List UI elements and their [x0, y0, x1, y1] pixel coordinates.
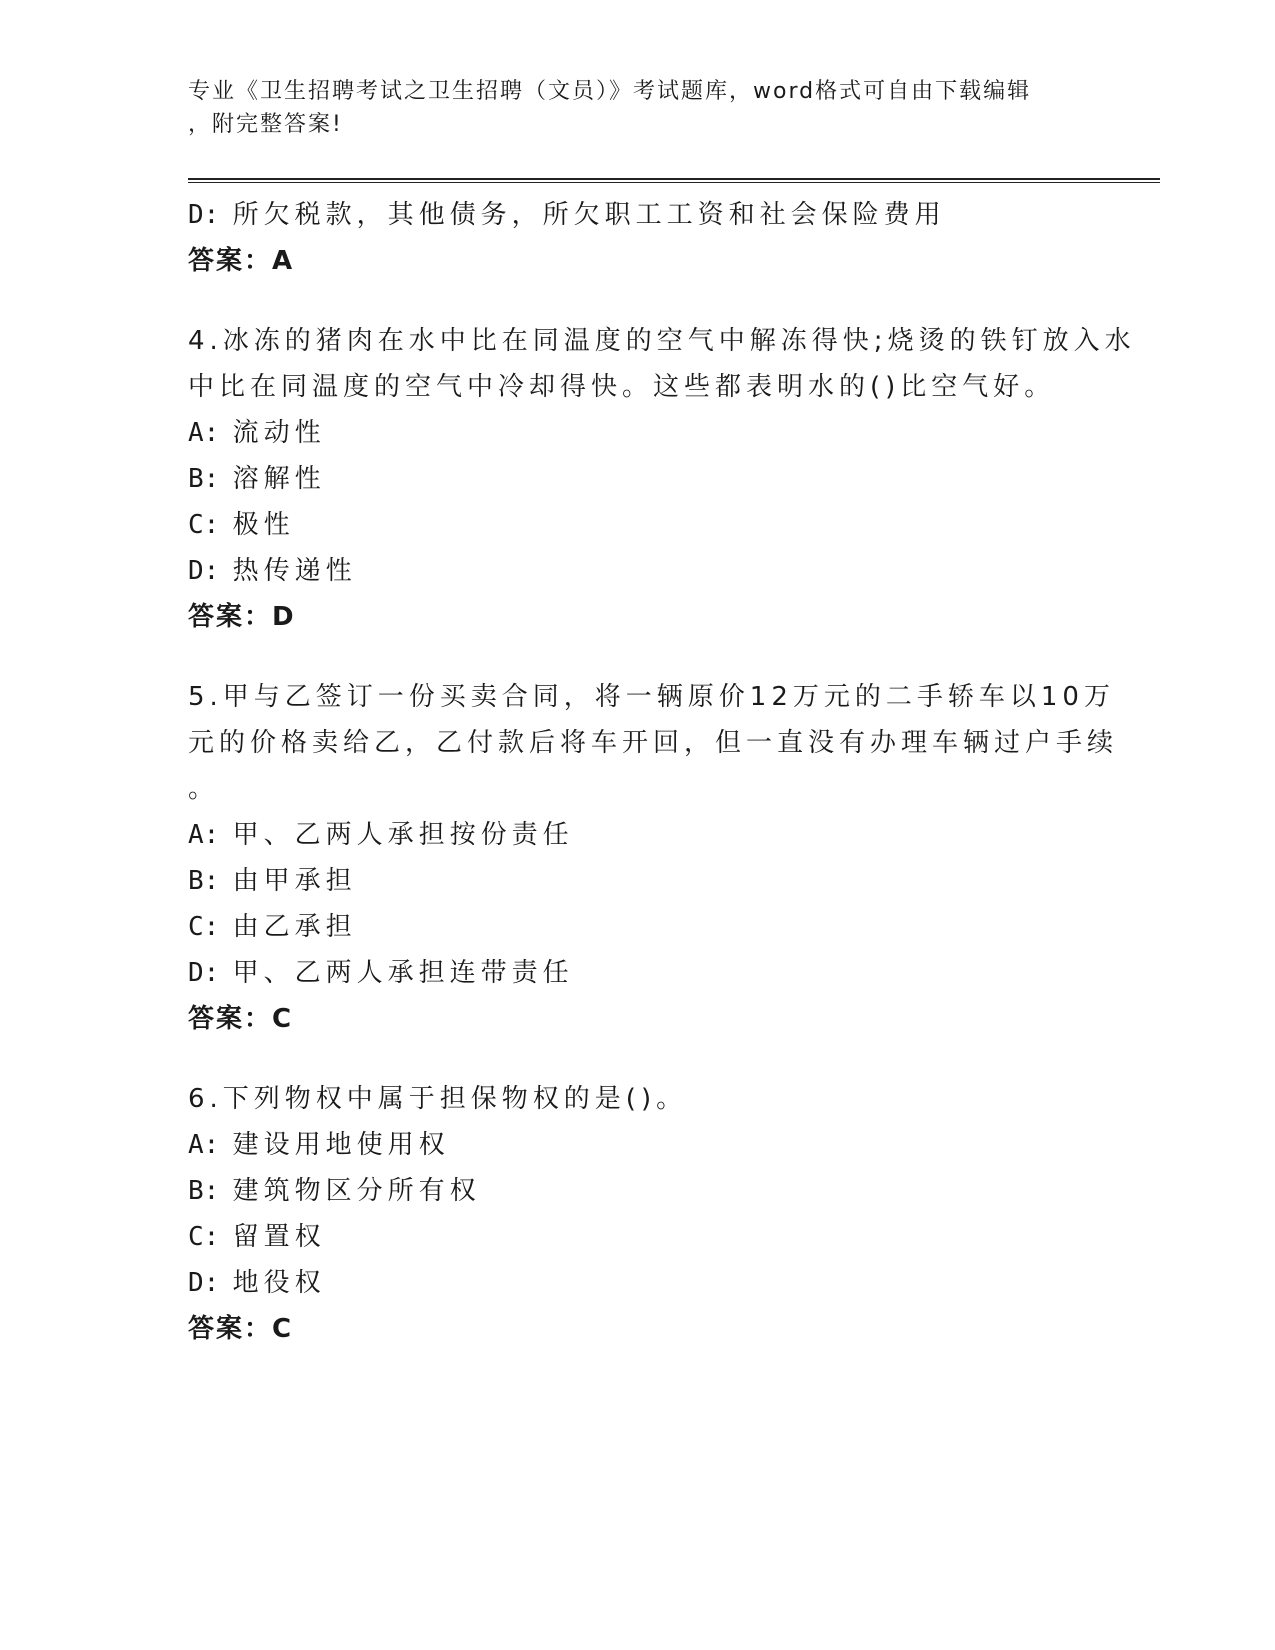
option-letter: D:	[188, 556, 220, 586]
option-letter: B:	[188, 1176, 220, 1206]
answer-line: 答案：D	[188, 602, 296, 632]
option-text: 极性	[232, 510, 295, 540]
option-letter: D:	[188, 958, 220, 988]
option-letter: A:	[188, 820, 220, 850]
option-letter: D:	[188, 200, 220, 230]
option-letter: A:	[188, 418, 220, 448]
option-a	[188, 410, 1088, 456]
header-line-1: 专业《卫生招聘考试之卫生招聘（文员）》考试题库，word格式可自由下载编辑	[188, 79, 1032, 104]
option-text: 溶解性	[232, 464, 326, 494]
option-c	[188, 1214, 1088, 1260]
question-stem-line: 元的价格卖给乙，乙付款后将车开回，但一直没有办理车辆过户手续	[188, 728, 1119, 758]
option-letter: C:	[188, 912, 220, 942]
option-text: 甲、乙两人承担按份责任	[232, 820, 574, 850]
question-stem-line: 4.冰冻的猪肉在水中比在同温度的空气中解冻得快;烧烫的铁钉放入水	[188, 326, 1136, 356]
option-text: 由乙承担	[232, 912, 357, 942]
question-stem-line: 5.甲与乙签订一份买卖合同，将一辆原价12万元的二手轿车以10万	[188, 682, 1115, 712]
answer-line: 答案：A	[188, 246, 295, 276]
option-text: 所欠税款，其他债务，所欠职工工资和社会保险费用	[232, 200, 946, 230]
option-letter: C:	[188, 1222, 220, 1252]
answer-line: 答案：C	[188, 1314, 294, 1344]
option-a	[188, 812, 1088, 858]
option-d	[188, 192, 1088, 238]
question-3-block	[188, 192, 1088, 284]
option-a	[188, 1122, 1088, 1168]
option-letter: C:	[188, 510, 220, 540]
question-6-block	[188, 1076, 1088, 1352]
option-d	[188, 950, 1088, 996]
option-d	[188, 548, 1088, 594]
option-letter: B:	[188, 464, 220, 494]
document-header	[188, 75, 1088, 141]
option-text: 热传递性	[232, 556, 357, 586]
option-c	[188, 904, 1088, 950]
header-line-2: ，附完整答案!	[188, 112, 343, 137]
option-letter: D:	[188, 1268, 220, 1298]
option-text: 流动性	[232, 418, 326, 448]
option-text: 由甲承担	[232, 866, 357, 896]
option-b	[188, 1168, 1088, 1214]
option-letter: B:	[188, 866, 220, 896]
option-text: 地役权	[232, 1268, 326, 1298]
question-stem-line: 6.下列物权中属于担保物权的是()。	[188, 1084, 688, 1114]
question-stem-line: 中比在同温度的空气中冷却得快。这些都表明水的()比空气好。	[188, 372, 1056, 402]
option-b	[188, 456, 1088, 502]
option-text: 留置权	[232, 1222, 326, 1252]
option-c	[188, 502, 1088, 548]
question-4-block	[188, 318, 1136, 640]
option-letter: A:	[188, 1130, 220, 1160]
question-stem-line: 。	[188, 774, 220, 804]
question-5-block	[188, 674, 1119, 1042]
option-b	[188, 858, 1088, 904]
option-d	[188, 1260, 1088, 1306]
question-list	[188, 192, 1136, 1352]
option-text: 建筑物区分所有权	[232, 1176, 481, 1206]
option-text: 甲、乙两人承担连带责任	[232, 958, 574, 988]
answer-line: 答案：C	[188, 1004, 294, 1034]
header-divider	[188, 178, 1160, 183]
option-text: 建设用地使用权	[232, 1130, 450, 1160]
